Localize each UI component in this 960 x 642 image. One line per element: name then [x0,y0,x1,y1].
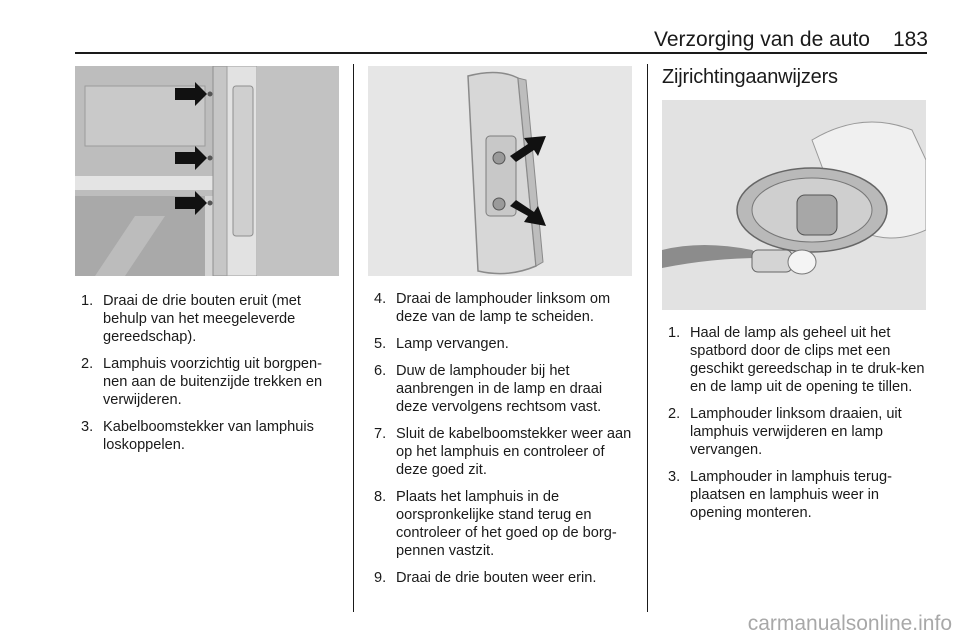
list-item [81,292,341,346]
rear-lamp-bolts-drawing [75,66,339,276]
illustration-lamp-housing [368,66,632,276]
list-item [374,488,636,560]
column-divider-1 [353,64,354,612]
side-indicator-drawing [662,100,926,310]
illustration-side-indicator [662,100,926,310]
step-number: 4. [374,291,387,307]
step-number: 2. [81,356,94,372]
step-text: Kabelboomstekker van lamphuis loskoppelen. [103,419,314,453]
step-number: 7. [374,426,387,442]
illustration-rear-lamp-bolts [75,66,339,276]
step-text: Duw de lamphouder bij het aanbrengen in de lamp en draai deze vervolgens rechtsom vast. [396,363,603,415]
step-text: Lamphouder in lamphuis terug-plaatsen en lamphuis weer in opening monteren. [690,469,892,521]
step-number: 2. [668,406,681,422]
list-item [668,468,926,522]
list-item [374,335,636,353]
step-number: 1. [668,325,681,341]
section-heading: Zijrichtingaanwijzers [662,66,838,88]
list-item [668,324,926,396]
step-text: Draai de drie bouten eruit (met behulp van het meegeleverde gereedschap). [103,293,301,345]
step-number: 3. [81,419,94,435]
step-text: Lamphouder linksom draaien, uit lamphuis verwijderen en lamp vervangen. [690,406,902,458]
step-number: 3. [668,469,681,485]
step-number: 8. [374,489,387,505]
step-number: 1. [81,293,94,309]
step-number: 9. [374,570,387,586]
watermark: carmanualsonline.info [747,612,952,635]
step-text: Plaats het lamphuis in de oorspronkelijke stand terug en controleer of het goed op de borg-pennen vastzit. [396,489,617,559]
step-text: Lamp vervangen. [396,336,509,352]
page-number: 183 [892,28,928,51]
list-item [374,362,636,416]
steps-list-column-3 [668,324,926,531]
steps-list-column-1 [81,292,341,463]
list-item [374,425,636,479]
step-number: 5. [374,336,387,352]
list-item [374,290,636,326]
step-text: Lamphuis voorzichtig uit borgpen-nen aan de buitenzijde trekken en verwijderen. [103,356,323,408]
step-text: Draai de lamphouder linksom om deze van de lamp te scheiden. [396,291,611,325]
step-text: Haal de lamp als geheel uit het spatbord door de clips met een geschikt gereedschap in te druk-ken en de lamp uit de opening te tillen. [690,325,925,395]
list-item [81,355,341,409]
list-item [374,569,636,587]
list-item [81,418,341,454]
step-number: 6. [374,363,387,379]
column-divider-2 [647,64,648,612]
list-item [668,405,926,459]
steps-list-column-2 [374,290,636,596]
running-header-title: Verzorging van de auto [654,28,870,51]
lamp-housing-drawing [368,66,632,276]
step-text: Draai de drie bouten weer erin. [396,570,597,586]
header-rule [75,52,927,54]
step-text: Sluit de kabelboomstekker weer aan op het lamphuis en controleer of deze goed zit. [396,426,632,478]
